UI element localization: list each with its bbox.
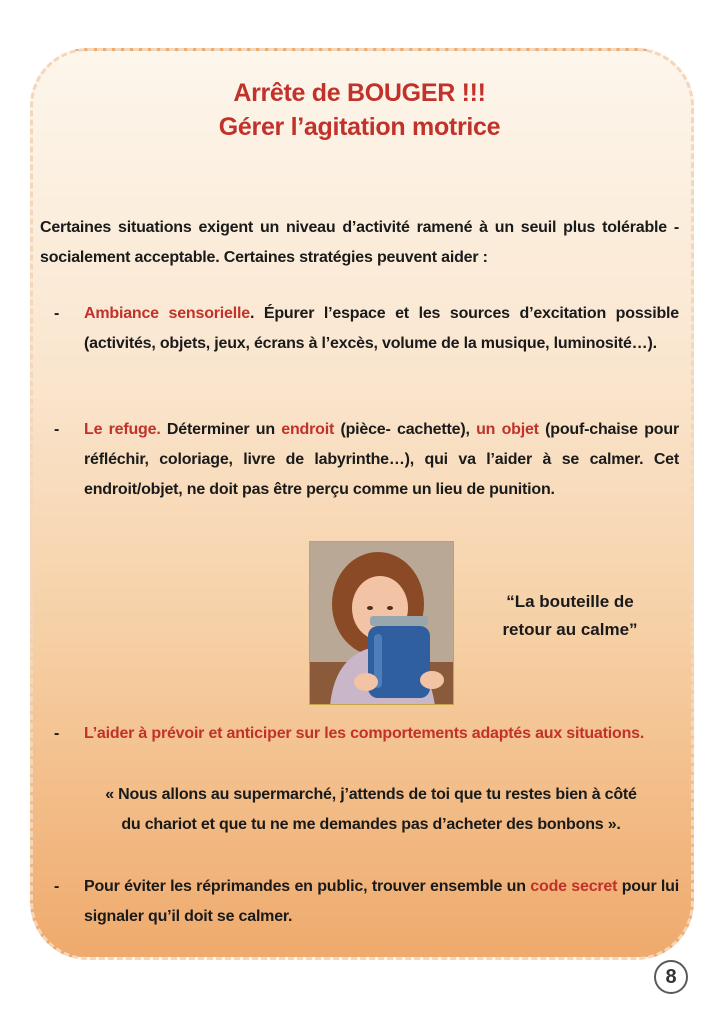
bullet-dash: - bbox=[54, 725, 60, 742]
example-quote-line1: « Nous allons au supermarché, j’attends de toi que tu restes bien à côté bbox=[105, 786, 637, 803]
item-refuge-objet: un objet bbox=[476, 421, 539, 438]
item-ambiance-text: . Épurer l’espace et les sources d’excitation possible (activités, objets, jeux, écrans à l’excès, volume de la musique, luminosité…). bbox=[84, 305, 679, 352]
item-refuge-text-b: (pièce- cachette), bbox=[334, 421, 477, 438]
item-ambiance-highlight: Ambiance sensorielle bbox=[84, 305, 250, 322]
item-refuge-endroit: endroit bbox=[281, 421, 335, 438]
item-code-secret-text-a: Pour éviter les réprimandes en public, trouver ensemble un bbox=[84, 878, 531, 895]
item-refuge-text-c: (pouf-chaise pour réfléchir, coloriage, livre de labyrinthe…), qui va l’aider à se calmer. Cet endroit/objet, ne doit pas être perçu comme un lieu de punition. bbox=[84, 421, 679, 498]
child-with-calm-bottle-photo bbox=[309, 541, 454, 705]
photo-illustration bbox=[310, 542, 454, 705]
item-refuge bbox=[84, 415, 679, 505]
example-quote-line2: du chariot et que tu ne me demandes pas d’acheter des bonbons ». bbox=[121, 816, 621, 833]
item-code-secret bbox=[84, 872, 679, 932]
item-code-secret-text-b: pour lui signaler qu’il doit se calmer. bbox=[84, 878, 679, 925]
item-refuge-text-a: Déterminer un bbox=[160, 421, 282, 438]
photo-caption-line2: retour au calme” bbox=[502, 620, 638, 639]
page-title-line1: Arrête de BOUGER !!! bbox=[233, 79, 486, 107]
photo-caption-line1: “La bouteille de bbox=[506, 592, 634, 611]
bullet-dash: - bbox=[54, 421, 60, 438]
page-title-line2: Gérer l’agitation motrice bbox=[218, 113, 501, 141]
bullet-dash: - bbox=[54, 878, 60, 895]
intro-paragraph: Certaines situations exigent un niveau d’activité ramené à un seuil plus tolérable - socialement acceptable. Certaines stratégies peuvent aider : bbox=[40, 219, 679, 266]
item-refuge-highlight: Le refuge. bbox=[84, 421, 161, 438]
item-code-secret-highlight: code secret bbox=[530, 878, 618, 895]
item-ambiance bbox=[84, 299, 679, 359]
bullet-dash: - bbox=[54, 305, 60, 322]
page-number: 8 bbox=[654, 960, 688, 994]
photo-caption bbox=[470, 588, 670, 644]
item-anticiper-highlight: L’aider à prévoir et anticiper sur les comportements adaptés aux situations. bbox=[84, 725, 645, 742]
item-anticiper bbox=[84, 719, 679, 749]
